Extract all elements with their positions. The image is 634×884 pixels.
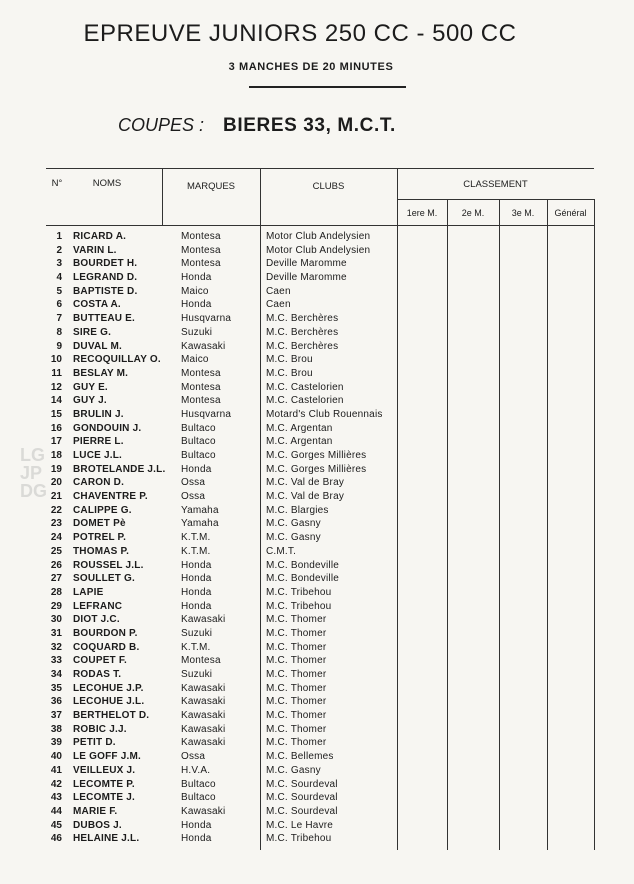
row-club: M.C. Bondeville <box>266 559 340 571</box>
row-name: LUCE J.L. <box>73 450 123 461</box>
row-name: LEFRANC <box>73 600 123 612</box>
row-name: VARIN L. <box>73 244 117 256</box>
row-name: BROTELANDE J.L. <box>73 463 166 475</box>
row-number: 35 <box>50 682 62 694</box>
row-name: LECOMTE P. <box>73 778 135 790</box>
row-number: 21 <box>50 491 62 503</box>
row-number: 12 <box>50 381 62 393</box>
row-club: M.C. Val de Bray <box>266 491 345 503</box>
row-club: M.C. Sourdeval <box>266 792 338 804</box>
row-name: LAPIE <box>73 586 104 598</box>
row-club: M.C. Sourdeval <box>266 778 338 790</box>
row-number: 14 <box>50 395 62 407</box>
row-name: CHAVENTRE P. <box>73 491 148 503</box>
table-row <box>0 614 634 628</box>
row-name: VEILLEUX J. <box>73 764 136 776</box>
row-number: 17 <box>50 436 62 448</box>
row-club: M.C. Thomer <box>266 723 327 735</box>
row-brand: Yamaha <box>181 504 219 516</box>
row-number: 4 <box>56 272 62 284</box>
row-name: LEGRAND D. <box>73 272 138 284</box>
table-row <box>0 546 634 560</box>
table-row <box>0 655 634 669</box>
page-title: EPREUVE JUNIORS 250 CC - 500 CC <box>83 20 517 47</box>
row-club: M.C. Thomer <box>266 682 327 694</box>
row-brand: Honda <box>181 573 212 585</box>
table-row <box>0 751 634 765</box>
row-brand: K.T.M. <box>181 641 211 653</box>
table-row <box>0 587 634 601</box>
row-club: M.C. Castelorien <box>266 381 344 393</box>
row-number: 27 <box>50 573 62 585</box>
row-number: 39 <box>50 737 62 749</box>
row-club: M.C. Gasny <box>266 764 321 776</box>
row-brand: Kawasaki <box>181 710 226 722</box>
row-club: Motor Club Andelysien <box>266 231 371 242</box>
row-brand: Montesa <box>181 655 221 667</box>
row-club: M.C. Gasny <box>266 532 321 544</box>
row-brand: K.T.M. <box>181 532 211 544</box>
row-number: 10 <box>50 354 62 366</box>
row-number: 32 <box>50 641 62 653</box>
table-row <box>0 258 634 272</box>
row-name: ROUSSEL J.L. <box>73 559 144 571</box>
row-club: M.C. Thomer <box>266 614 327 626</box>
row-name: COSTA A. <box>73 299 121 311</box>
table-row <box>0 382 634 396</box>
row-number: 19 <box>50 463 62 475</box>
row-club: Motor Club Andelysien <box>266 244 371 256</box>
header-manche-1: 1ere M. <box>406 208 438 218</box>
row-club: M.C. Sourdeval <box>266 805 338 817</box>
row-number: 3 <box>56 258 62 270</box>
row-club: M.C. Thomer <box>266 655 327 667</box>
row-name: DUVAL M. <box>73 340 123 352</box>
row-brand: Honda <box>181 272 212 284</box>
row-brand: H.V.A. <box>181 764 211 776</box>
row-name: CALIPPE G. <box>73 504 132 516</box>
row-club: M.C. Tribehou <box>266 833 332 845</box>
row-club: M.C. Tribehou <box>266 600 332 612</box>
classement-divider <box>397 199 594 200</box>
row-number: 43 <box>50 792 62 804</box>
row-brand: Kawasaki <box>181 340 226 352</box>
row-name: MARIE F. <box>73 805 118 817</box>
watermark-lg: LG <box>20 445 45 465</box>
row-number: 2 <box>56 244 62 256</box>
row-number: 20 <box>50 477 62 489</box>
header-general: Général <box>554 208 587 218</box>
row-number: 24 <box>50 532 62 544</box>
row-brand: Bultaco <box>181 778 216 790</box>
row-name: PETIT D. <box>73 737 116 749</box>
coupes-line <box>118 115 396 137</box>
table-row <box>0 518 634 532</box>
row-name: CARON D. <box>73 477 125 489</box>
table-row <box>0 423 634 437</box>
row-name: LE GOFF J.M. <box>73 751 141 763</box>
row-name: PIERRE L. <box>73 436 124 448</box>
table-row <box>0 409 634 423</box>
row-brand: Honda <box>181 819 212 831</box>
row-club: Deville Maromme <box>266 272 347 284</box>
row-club: Caen <box>266 299 291 311</box>
table-row <box>0 395 634 409</box>
row-number: 44 <box>50 805 62 817</box>
row-name: SIRE G. <box>73 326 112 338</box>
row-number: 22 <box>50 504 62 516</box>
page-subtitle: 3 MANCHES DE 20 MINUTES <box>228 61 394 73</box>
row-number: 18 <box>50 450 62 461</box>
row-name: DIOT J.C. <box>73 614 120 626</box>
row-brand: Honda <box>181 299 212 311</box>
row-name: GUY J. <box>73 395 107 407</box>
row-name: COUPET F. <box>73 655 128 667</box>
row-brand: Honda <box>181 600 212 612</box>
row-club: M.C. Thomer <box>266 641 327 653</box>
row-number: 38 <box>50 723 62 735</box>
row-number: 9 <box>56 340 62 352</box>
row-club: M.C. Argentan <box>266 436 333 448</box>
table-row <box>0 272 634 286</box>
table-row <box>0 737 634 751</box>
row-brand: Honda <box>181 559 212 571</box>
table-row <box>0 724 634 738</box>
table-row <box>0 327 634 341</box>
header-classement: CLASSEMENT <box>463 179 528 190</box>
row-brand: Bultaco <box>181 450 216 461</box>
row-brand: Ossa <box>181 477 206 489</box>
row-club: M.C. Brou <box>266 354 313 366</box>
row-brand: Maico <box>181 285 209 297</box>
row-brand: Kawasaki <box>181 682 226 694</box>
row-name: BUTTEAU E. <box>73 313 135 325</box>
row-name: DUBOS J. <box>73 819 122 831</box>
table-row <box>0 820 634 834</box>
row-name: BOURDON P. <box>73 627 138 639</box>
row-brand: Kawasaki <box>181 737 226 749</box>
table-row <box>0 464 634 478</box>
row-club: M.C. Thomer <box>266 710 327 722</box>
row-name: THOMAS P. <box>73 545 130 557</box>
title-underline <box>249 86 406 88</box>
row-club: M.C. Le Havre <box>266 819 334 831</box>
row-club: M.C. Castelorien <box>266 395 344 407</box>
row-brand: Ossa <box>181 491 206 503</box>
table-row <box>0 491 634 505</box>
row-name: LECOMTE J. <box>73 792 136 804</box>
row-name: DOMET Pè <box>73 518 126 530</box>
row-club: Motard's Club Rouennais <box>266 408 383 420</box>
row-brand: Montesa <box>181 395 221 407</box>
row-club: M.C. Thomer <box>266 696 327 708</box>
row-number: 11 <box>51 367 62 379</box>
row-number: 26 <box>50 559 62 571</box>
row-name: BESLAY M. <box>73 367 129 379</box>
row-name: GUY E. <box>73 381 108 393</box>
watermark-jp: JP <box>20 463 43 483</box>
coupes-label: COUPES : <box>118 115 205 135</box>
row-number: 45 <box>50 819 62 831</box>
table-row <box>0 669 634 683</box>
header-clubs: CLUBS <box>312 181 345 192</box>
row-number: 29 <box>50 600 62 612</box>
table-row <box>0 628 634 642</box>
row-number: 8 <box>56 326 62 338</box>
table-row <box>0 779 634 793</box>
row-brand: Suzuki <box>181 669 213 680</box>
row-number: 33 <box>50 655 62 667</box>
row-name: BRULIN J. <box>73 408 124 420</box>
row-club: M.C. Berchères <box>266 340 339 352</box>
row-brand: Montesa <box>181 258 221 270</box>
row-club: M.C. Gasny <box>266 518 321 530</box>
row-name: HELAINE J.L. <box>73 833 140 845</box>
row-brand: Montesa <box>181 244 221 256</box>
row-name: ROBIC J.J. <box>73 723 127 735</box>
row-club: M.C. Bellemes <box>266 751 334 763</box>
row-number: 37 <box>50 710 62 722</box>
row-name: BERTHELOT D. <box>73 710 150 722</box>
row-brand: Husqvarna <box>181 313 232 325</box>
row-name: RICARD A. <box>73 231 127 242</box>
table-row <box>0 696 634 710</box>
row-number: 46 <box>50 833 62 845</box>
table-row <box>0 573 634 587</box>
table-row <box>0 601 634 615</box>
row-brand: Bultaco <box>181 792 216 804</box>
row-club: Deville Maromme <box>266 258 347 270</box>
table-row <box>0 245 634 259</box>
header-num: N° <box>51 178 63 189</box>
table-row <box>0 368 634 382</box>
row-name: GONDOUIN J. <box>73 422 142 434</box>
table-row <box>0 450 634 464</box>
row-brand: Honda <box>181 586 212 598</box>
row-number: 40 <box>50 751 62 763</box>
row-number: 30 <box>50 614 62 626</box>
row-brand: Bultaco <box>181 436 216 448</box>
table-row <box>0 710 634 724</box>
row-name: LECOHUE J.L. <box>73 696 145 708</box>
row-club: M.C. Argentan <box>266 422 333 434</box>
table-row <box>0 683 634 697</box>
row-brand: K.T.M. <box>181 545 211 557</box>
row-name: POTREL P. <box>73 532 127 544</box>
header-marques: MARQUES <box>186 181 236 192</box>
row-club: M.C. Berchères <box>266 326 339 338</box>
row-name: COQUARD B. <box>73 641 140 653</box>
table-row <box>0 560 634 574</box>
row-number: 7 <box>56 313 62 325</box>
header-manche-2: 2e M. <box>461 208 485 218</box>
row-number: 28 <box>50 586 62 598</box>
row-number: 16 <box>50 422 62 434</box>
row-club: M.C. Bondeville <box>266 573 340 585</box>
table-row <box>0 436 634 450</box>
row-brand: Honda <box>181 833 212 845</box>
row-club: C.M.T. <box>266 545 297 557</box>
row-number: 42 <box>50 778 62 790</box>
table-row <box>0 792 634 806</box>
row-number: 1 <box>56 231 62 242</box>
row-club: M.C. Thomer <box>266 669 327 680</box>
table-top-border <box>46 168 594 169</box>
row-name: BAPTISTE D. <box>73 285 138 297</box>
row-club: M.C. Brou <box>266 367 313 379</box>
row-brand: Husqvarna <box>181 408 232 420</box>
table-row <box>0 532 634 546</box>
row-club: M.C. Thomer <box>266 627 327 639</box>
table-header-border <box>46 225 594 226</box>
row-number: 23 <box>50 518 62 530</box>
row-brand: Suzuki <box>181 627 213 639</box>
row-brand: Kawasaki <box>181 614 226 626</box>
header-manche-3: 3e M. <box>511 208 535 218</box>
table-row <box>0 477 634 491</box>
header-noms: NOMS <box>92 178 122 189</box>
watermark-dg: DG <box>20 481 47 501</box>
coupes-value: BIERES 33, M.C.T. <box>223 115 396 136</box>
row-brand: Maico <box>181 354 209 366</box>
row-name: LECOHUE J.P. <box>73 682 144 694</box>
row-name: SOULLET G. <box>73 573 135 585</box>
row-number: 6 <box>56 299 62 311</box>
row-brand: Montesa <box>181 367 221 379</box>
table-row <box>0 299 634 313</box>
row-brand: Yamaha <box>181 518 219 530</box>
row-number: 15 <box>50 408 62 420</box>
row-brand: Montesa <box>181 231 221 242</box>
row-brand: Suzuki <box>181 326 213 338</box>
row-number: 36 <box>50 696 62 708</box>
row-club: M.C. Thomer <box>266 737 327 749</box>
row-number: 25 <box>50 545 62 557</box>
row-brand: Honda <box>181 463 212 475</box>
row-brand: Kawasaki <box>181 805 226 817</box>
row-club: Caen <box>266 285 291 297</box>
table-row <box>0 765 634 779</box>
table-body <box>0 231 634 847</box>
table-row <box>0 642 634 656</box>
row-brand: Kawasaki <box>181 723 226 735</box>
row-name: RODAS T. <box>73 669 122 680</box>
row-club: M.C. Val de Bray <box>266 477 345 489</box>
row-name: RECOQUILLAY O. <box>73 354 161 366</box>
row-club: M.C. Berchères <box>266 313 339 325</box>
row-club: M.C. Gorges Millières <box>266 450 367 461</box>
row-number: 31 <box>50 627 62 639</box>
col-divider-noms <box>162 168 163 226</box>
row-number: 41 <box>50 764 62 776</box>
row-club: M.C. Tribehou <box>266 586 332 598</box>
table-row <box>0 354 634 368</box>
table-row <box>0 806 634 820</box>
row-name: BOURDET H. <box>73 258 138 270</box>
row-club: M.C. Blargies <box>266 504 329 516</box>
table-row <box>0 313 634 327</box>
row-brand: Ossa <box>181 751 206 763</box>
table-row <box>0 341 634 355</box>
row-number: 34 <box>50 669 62 680</box>
row-club: M.C. Gorges Millières <box>266 463 367 475</box>
table-row <box>0 231 634 245</box>
row-brand: Montesa <box>181 381 221 393</box>
row-brand: Kawasaki <box>181 696 226 708</box>
row-number: 5 <box>56 285 62 297</box>
table-row <box>0 505 634 519</box>
row-brand: Bultaco <box>181 422 216 434</box>
table-row <box>0 833 634 847</box>
table-row <box>0 286 634 300</box>
